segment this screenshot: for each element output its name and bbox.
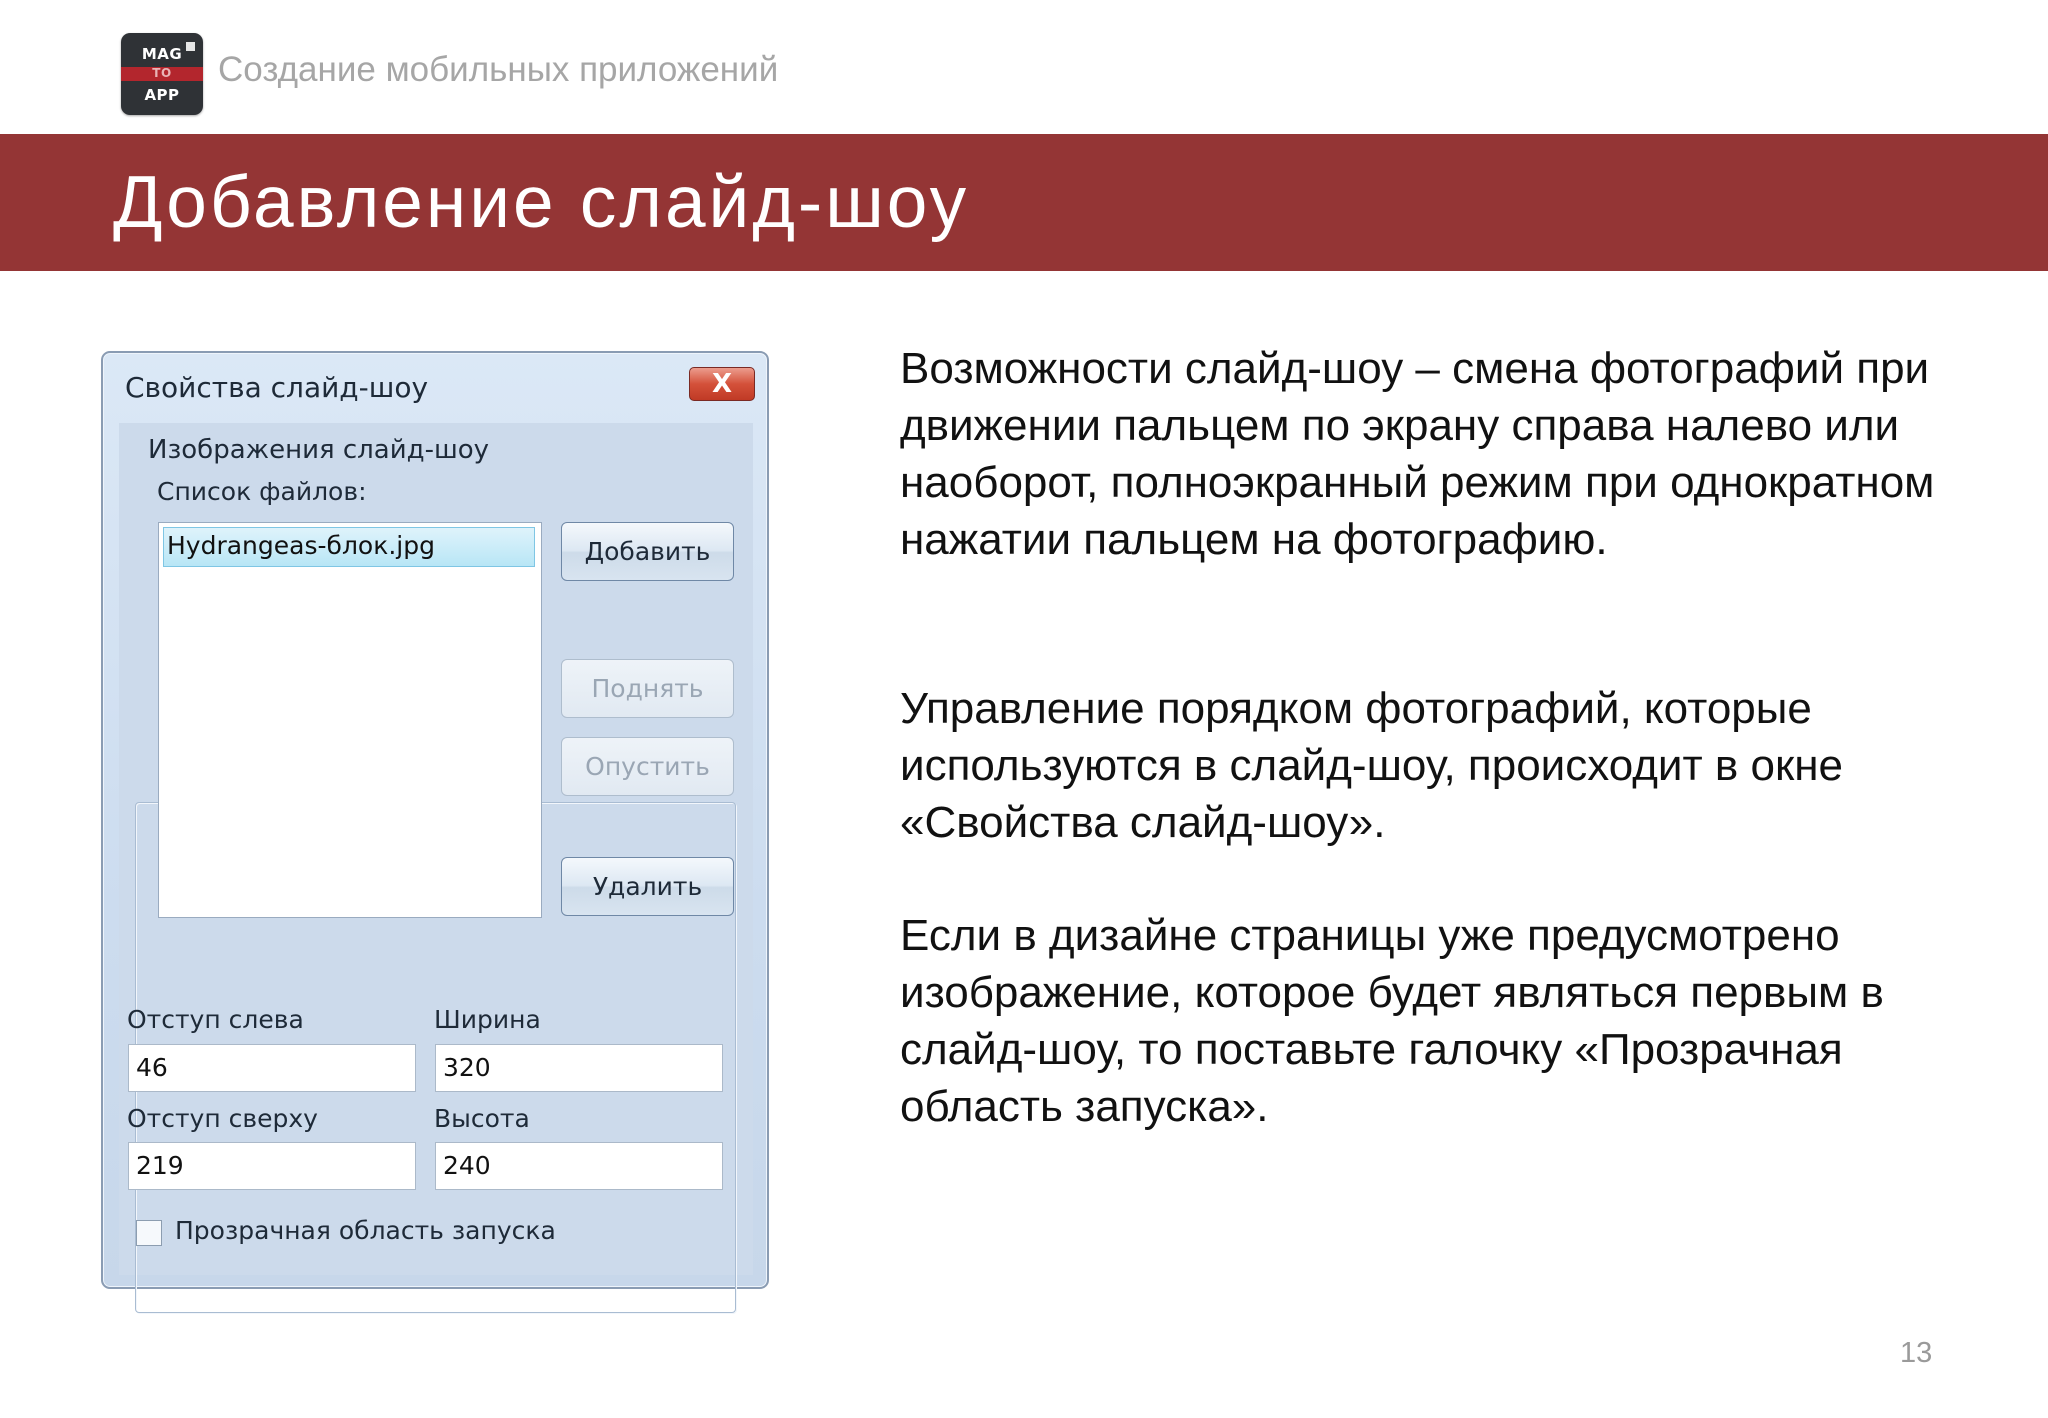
width-field[interactable]: 320: [435, 1044, 723, 1092]
file-listbox[interactable]: [158, 522, 542, 918]
list-item[interactable]: Hydrangeas-блок.jpg: [163, 527, 535, 567]
height-label: Высота: [434, 1104, 530, 1133]
delete-button[interactable]: Удалить: [561, 857, 734, 916]
transparent-launch-checkbox[interactable]: [136, 1220, 162, 1246]
dialog-title: Свойства слайд-шоу: [125, 371, 429, 404]
move-down-button[interactable]: Опустить: [561, 737, 734, 796]
close-button[interactable]: X: [689, 367, 755, 401]
logo-line-3: APP: [144, 86, 180, 104]
logo-line-1: MAG: [141, 45, 183, 63]
top-offset-label: Отступ сверху: [127, 1104, 318, 1133]
transparent-launch-label: Прозрачная область запуска: [175, 1216, 556, 1245]
move-up-button[interactable]: Поднять: [561, 659, 734, 718]
paragraph-slideshow-features: Возможности слайд-шоу – смена фотографий при движении пальцем по экрану справа налево или наоборот, полноэкранный режим при однократном нажатии пальцем на фотографию.: [900, 344, 1935, 564]
paragraph-transparent-area: Если в дизайне страницы уже предусмотрено изображение, которое будет являться первым в слайд-шоу, то поставьте галочку «Прозрачная область запуска».: [900, 911, 1884, 1131]
top-offset-field[interactable]: 219: [128, 1142, 416, 1190]
add-button[interactable]: Добавить: [561, 522, 734, 581]
course-subtitle: Создание мобильных приложений: [218, 50, 779, 89]
left-offset-field[interactable]: 46: [128, 1044, 416, 1092]
width-label: Ширина: [434, 1005, 541, 1034]
images-group-label: Изображения слайд-шоу: [148, 435, 490, 465]
left-offset-label: Отступ слева: [127, 1005, 304, 1034]
slide-title: Добавление слайд-шоу: [113, 162, 970, 243]
mag-to-app-logo: [121, 33, 203, 115]
paragraph-photo-order: Управление порядком фотографий, которые используются в слайд-шоу, происходит в окне «Свойства слайд-шоу».: [900, 684, 1843, 847]
height-field[interactable]: 240: [435, 1142, 723, 1190]
logo-line-2: TO: [152, 66, 172, 80]
file-list-label: Список файлов:: [157, 477, 367, 506]
page-number: 13: [1900, 1337, 1933, 1369]
